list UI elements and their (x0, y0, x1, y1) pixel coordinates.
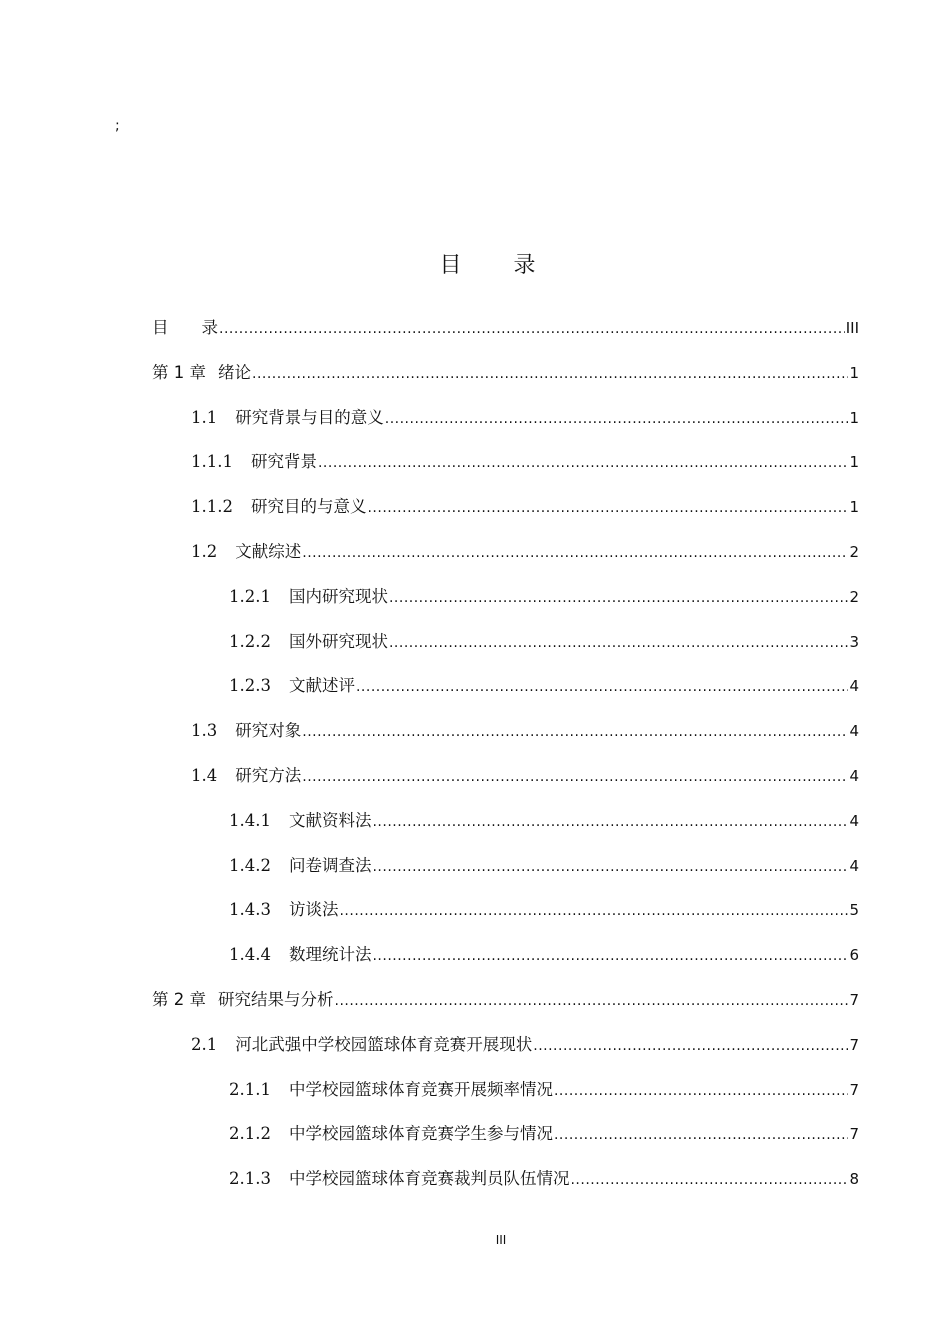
toc-entry-title: 绪论 (218, 362, 251, 382)
toc-entry-page: 7 (849, 1035, 859, 1054)
table-of-contents (152, 314, 859, 1210)
toc-entry-page: 1 (849, 498, 859, 517)
toc-entry[interactable] (152, 1031, 859, 1076)
toc-entry[interactable] (152, 404, 859, 449)
toc-entry[interactable] (152, 1165, 859, 1210)
dot-leader (372, 811, 848, 830)
toc-entry-title: 研究目的与意义 (250, 497, 367, 517)
toc-entry-page: 1 (849, 408, 859, 427)
toc-entry-title: 研究方法 (235, 765, 302, 785)
toc-entry[interactable] (152, 493, 859, 538)
toc-entry-title: 中学校园篮球体育竞赛学生参与情况 (288, 1124, 553, 1144)
dot-leader (302, 542, 848, 561)
dot-leader (302, 766, 848, 785)
toc-entry-title: 研究背景 (250, 452, 317, 472)
toc-entry-number: 2.1.3 (229, 1169, 271, 1189)
toc-entry-number: 1.4.4 (229, 945, 271, 965)
dot-leader (252, 363, 848, 382)
toc-entry[interactable] (152, 314, 859, 359)
toc-entry-title: 国内研究现状 (288, 586, 388, 606)
toc-entry-number: 2.1.2 (229, 1124, 271, 1144)
dot-leader (367, 497, 848, 516)
toc-entry-number: 1.2.2 (229, 631, 271, 651)
toc-entry-number: 2.1.1 (229, 1079, 271, 1099)
page-title (0, 248, 950, 279)
toc-entry[interactable] (152, 538, 859, 583)
toc-entry-page: 5 (849, 901, 859, 920)
toc-entry-page: 4 (849, 856, 859, 875)
toc-entry-page: 2 (849, 587, 859, 606)
toc-entry-page: 2 (849, 542, 859, 561)
title-char-right: 录 (513, 253, 536, 278)
toc-entry-title: 研究结果与分析 (218, 989, 334, 1009)
toc-entry-title: 目 录 (152, 318, 218, 337)
toc-entry-page: 8 (849, 1170, 859, 1189)
toc-entry-page: 7 (849, 1080, 859, 1099)
toc-entry-number: 1.4 (191, 765, 218, 785)
footer-page-number: III (495, 1233, 507, 1247)
toc-entry-number: 1.3 (191, 721, 218, 741)
dot-leader (356, 676, 848, 695)
toc-entry[interactable] (152, 1120, 859, 1165)
toc-entry-page: 7 (849, 1125, 859, 1144)
toc-entry-page: 7 (849, 990, 859, 1009)
toc-entry-number: 1.1 (191, 407, 218, 427)
toc-entry-page: 1 (849, 363, 859, 382)
toc-entry-number: 1.2.1 (229, 586, 271, 606)
toc-entry-page: 4 (849, 766, 859, 785)
toc-entry[interactable] (152, 628, 859, 673)
toc-entry-title: 文献资料法 (288, 810, 372, 830)
toc-entry[interactable] (152, 941, 859, 986)
toc-entry-number: 1.1.1 (191, 452, 233, 472)
toc-entry[interactable] (152, 852, 859, 897)
toc-entry[interactable] (152, 672, 859, 717)
toc-entry-title: 文献述评 (288, 676, 355, 696)
toc-entry-number: 1.2.3 (229, 676, 271, 696)
dot-leader (219, 318, 845, 337)
toc-entry-page: 4 (849, 722, 859, 741)
toc-entry-title: 问卷调查法 (288, 855, 372, 875)
toc-entry[interactable] (152, 448, 859, 493)
toc-entry-page: 3 (849, 632, 859, 651)
toc-entry-number: 第 2 章 (152, 989, 206, 1009)
dot-leader (318, 452, 848, 471)
stray-semicolon: ; (115, 118, 120, 134)
dot-leader (385, 408, 849, 427)
dot-leader (554, 1080, 848, 1099)
dot-leader (389, 587, 848, 606)
toc-entry-number: 1.2 (191, 541, 218, 561)
toc-entry-title: 国外研究现状 (288, 631, 388, 651)
dot-leader (570, 1169, 848, 1188)
dot-leader (372, 945, 848, 964)
dot-leader (339, 900, 848, 919)
dot-leader (372, 856, 848, 875)
toc-entry-title: 数理统计法 (288, 945, 372, 965)
toc-entry-title: 访谈法 (288, 900, 339, 920)
toc-entry-number: 1.4.3 (229, 900, 271, 920)
toc-entry-page: 1 (849, 453, 859, 472)
dot-leader (533, 1035, 848, 1054)
dot-leader (389, 632, 848, 651)
toc-entry-page: 4 (849, 677, 859, 696)
title-char-left: 目 (439, 253, 462, 278)
toc-entry-number: 第 1 章 (152, 362, 206, 382)
toc-entry[interactable] (152, 1076, 859, 1121)
toc-entry-number: 1.4.2 (229, 855, 271, 875)
toc-entry-title: 河北武强中学校园篮球体育竞赛开展现状 (235, 1034, 533, 1054)
dot-leader (554, 1124, 848, 1143)
toc-entry-number: 1.1.2 (191, 497, 233, 517)
toc-entry[interactable] (152, 583, 859, 628)
toc-entry[interactable] (152, 807, 859, 852)
toc-entry[interactable] (152, 986, 859, 1031)
toc-entry-title: 研究对象 (235, 721, 302, 741)
toc-entry-title: 中学校园篮球体育竞赛裁判员队伍情况 (288, 1169, 570, 1189)
dot-leader (302, 721, 848, 740)
toc-entry-title: 研究背景与目的意义 (235, 407, 384, 427)
toc-entry-page: III (845, 319, 859, 337)
dot-leader (335, 990, 849, 1009)
toc-entry-number: 2.1 (191, 1034, 218, 1054)
toc-entry[interactable] (152, 896, 859, 941)
toc-entry[interactable] (152, 762, 859, 807)
toc-entry[interactable] (152, 717, 859, 762)
toc-entry[interactable] (152, 359, 859, 404)
toc-entry-page: 6 (849, 946, 859, 965)
toc-entry-title: 文献综述 (235, 541, 302, 561)
toc-entry-number: 1.4.1 (229, 810, 271, 830)
toc-entry-page: 4 (849, 811, 859, 830)
toc-entry-title: 中学校园篮球体育竞赛开展频率情况 (288, 1079, 553, 1099)
